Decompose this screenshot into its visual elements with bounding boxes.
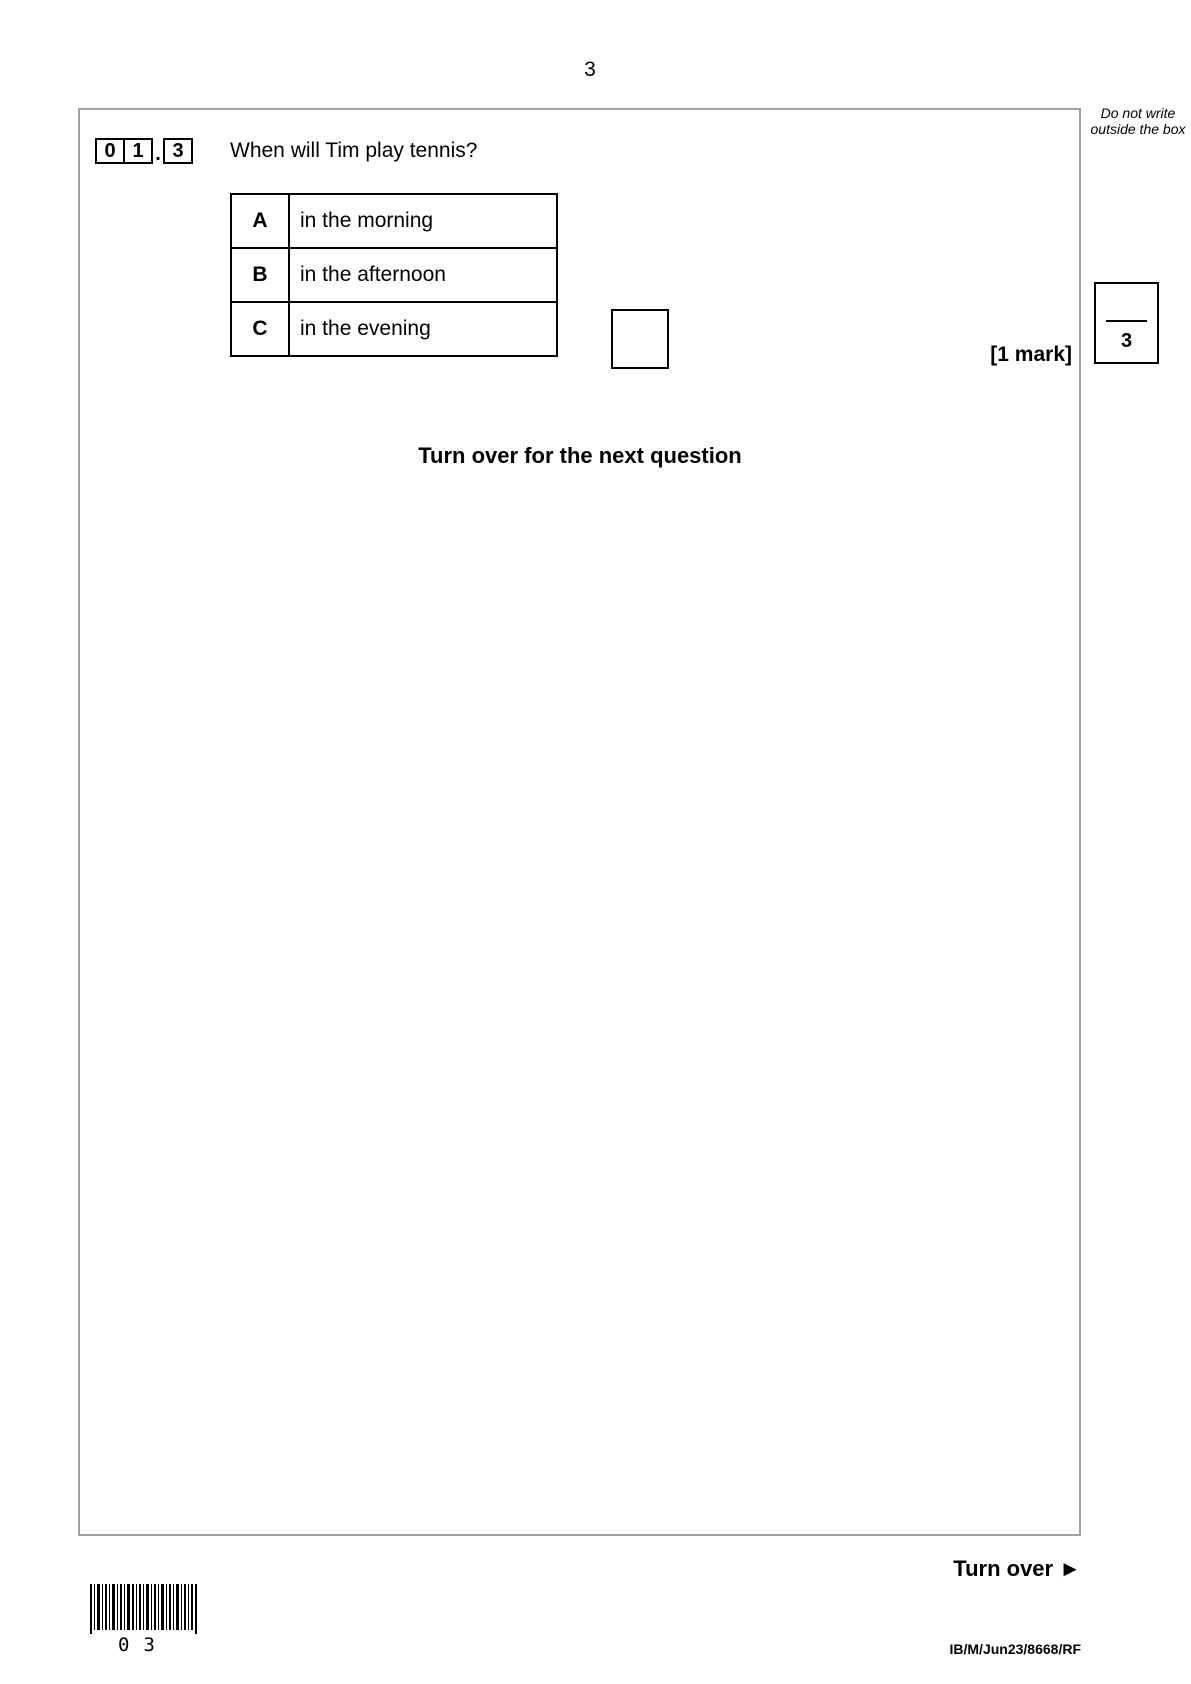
barcode-digits: 03 <box>118 1634 169 1656</box>
option-letter: C <box>231 302 289 356</box>
option-row <box>231 248 557 302</box>
option-letter: B <box>231 248 289 302</box>
option-row <box>231 194 557 248</box>
reference-code: IB/M/Jun23/8668/RF <box>949 1641 1081 1657</box>
option-letter: A <box>231 194 289 248</box>
option-text: in the afternoon <box>289 248 557 302</box>
turn-over-next-question: Turn over for the next question <box>418 443 742 468</box>
question-digit: 0 <box>95 138 125 164</box>
barcode-icon <box>90 1584 200 1634</box>
option-row <box>231 302 557 356</box>
options-table <box>230 193 558 357</box>
answer-box[interactable] <box>611 309 669 369</box>
score-total: 3 <box>1120 330 1133 352</box>
question-number-separator: . <box>155 143 161 165</box>
margin-note: Do not write outside the box <box>1090 105 1186 137</box>
marks-label: [1 mark] <box>990 343 1072 366</box>
option-text: in the evening <box>289 302 557 356</box>
score-line <box>1106 320 1147 322</box>
question-digit: 1 <box>125 138 153 164</box>
question-digit: 3 <box>163 138 193 164</box>
answer-frame <box>78 108 1081 1536</box>
question-text: When will Tim play tennis? <box>230 139 478 162</box>
option-text: in the morning <box>289 194 557 248</box>
turn-over: Turn over ► <box>953 1556 1081 1581</box>
score-box <box>1094 282 1159 364</box>
question-number <box>95 138 193 164</box>
page-number: 3 <box>584 58 596 81</box>
